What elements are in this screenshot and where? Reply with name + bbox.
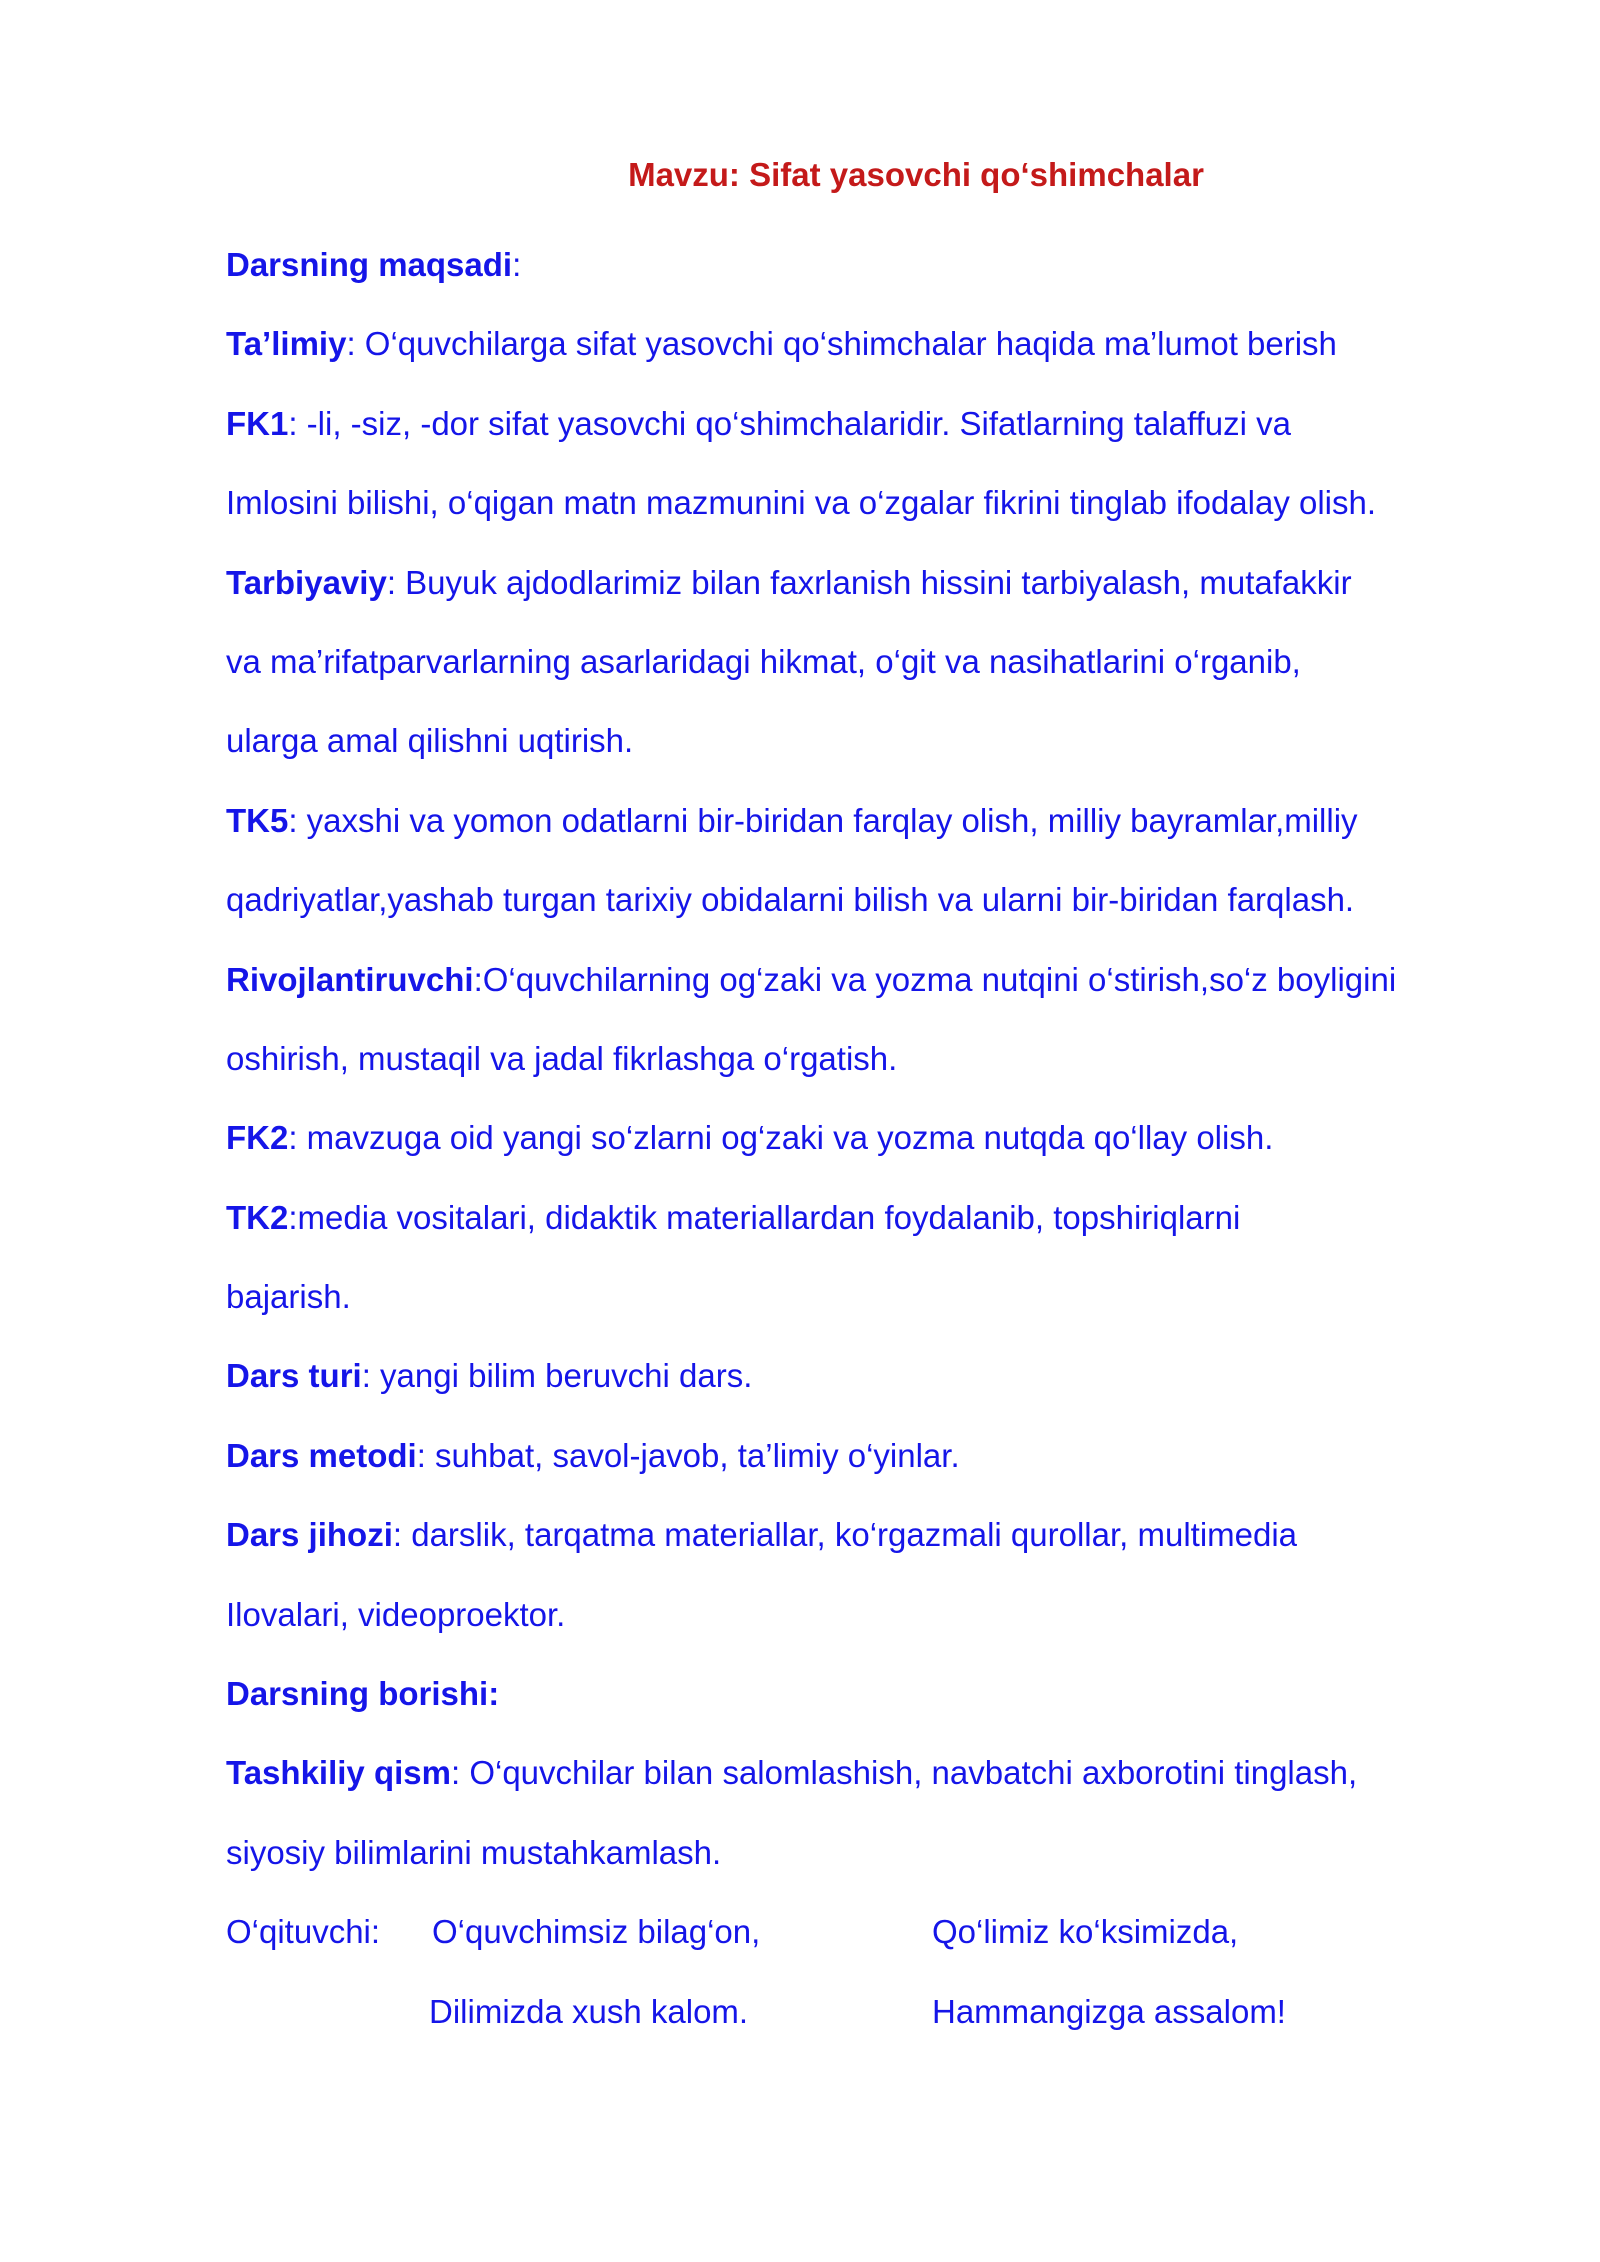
verse-row-1 [226,1892,1456,1971]
verse-row-2 [226,1972,1456,2051]
dars-turi-line [226,1336,1456,1415]
verse-speaker: O‘qituvchi: [226,1913,381,1951]
dars-metodi-label: Dars metodi [226,1436,417,1474]
tarbiyaviy-text-1: : Buyuk ajdodlarimiz bilan faxrlanish hissini tarbiyalash, mutafakkir [386,563,1352,601]
tashkiliy-line-2: siyosiy bilimlarini mustahkamlash. [226,1833,722,1871]
tashkiliy-label: Tashkiliy qism [226,1754,451,1792]
rivojlantiruvchi-line-2: oshirish, mustaqil va jadal fikrlashga o‘rgatish. [226,1039,898,1077]
tk2-line-1 [226,1178,1456,1257]
dars-jihozi-label: Dars jihozi [226,1516,393,1554]
goal-heading-suffix: : [512,246,522,283]
verse-row-2-col-1: Dilimizda xush kalom. [429,1992,749,2030]
tarbiyaviy-line-2: va ma’rifatparvarlarning asarlaridagi hikmat, o‘git va nasihatlarini o‘rganib, [226,642,1301,680]
tarbiyaviy-line-1 [226,543,1456,622]
dars-jihozi-text-1: : darslik, tarqatma materiallar, ko‘rgazmali qurollar, multimedia [392,1516,1298,1554]
document-page [226,145,1456,2051]
tk5-line-1 [226,781,1456,860]
fk2-label: FK2 [226,1119,289,1157]
dars-jihozi-line-2: Ilovalari, videoproektor. [226,1595,566,1633]
fk1-text-1: : -li, -siz, -dor sifat yasovchi qo‘shimchalaridir. Sifatlarning talaffuzi va [288,404,1291,442]
tashkiliy-line-1 [226,1733,1456,1812]
page-title: Mavzu: Sifat yasovchi qo‘shimchalar [628,156,1204,193]
tashkiliy-text-1: : O‘quvchilar bilan salomlashish, navbatchi axborotini tinglash, [450,1754,1358,1792]
borishi-heading: Darsning borishi: [226,1675,500,1713]
talimiy-line [226,304,1456,383]
talimiy-text: : O‘quvchilarga sifat yasovchi qo‘shimchalar haqida ma’lumot berish [346,325,1337,363]
talimiy-label: Ta’limiy [226,325,347,363]
tk5-line-2: qadriyatlar,yashab turgan tarixiy obidalarni bilish va ularni bir-biridan farqlash. [226,881,1355,919]
dars-metodi-line [226,1416,1456,1495]
tk2-line-2: bajarish. [226,1278,351,1316]
tk5-text-1: : yaxshi va yomon odatlarni bir-biridan farqlay olish, milliy bayramlar,milliy [288,801,1358,839]
fk1-line-1 [226,384,1456,463]
goal-heading-label: Darsning maqsadi [226,246,513,283]
tk2-text-1: :media vositalari, didaktik materiallardan foydalanib, topshiriqlarni [288,1198,1241,1236]
rivojlantiruvchi-label: Rivojlantiruvchi [226,960,474,998]
tk5-label: TK5 [226,801,289,839]
fk1-line-2: Imlosini bilishi, o‘qigan matn mazmunini va o‘zgalar fikrini tinglab ifodalay olish. [226,484,1377,522]
verse-row-1-col-1: O‘quvchimsiz bilag‘on, [432,1913,761,1951]
verse-row-2-col-2: Hammangizga assalom! [932,1992,1286,2030]
verse-row-1-col-2: Qo‘limiz ko‘ksimizda, [932,1913,1239,1951]
tk2-label: TK2 [226,1198,289,1236]
goal-heading [226,225,1456,304]
fk2-line [226,1098,1456,1177]
dars-turi-text: : yangi bilim beruvchi dars. [361,1357,753,1395]
tarbiyaviy-label: Tarbiyaviy [226,563,387,601]
rivojlantiruvchi-line-1 [226,940,1456,1019]
fk1-label: FK1 [226,404,289,442]
dars-metodi-text: : suhbat, savol-javob, ta’limiy o‘yinlar. [416,1436,960,1474]
tarbiyaviy-line-3: ularga amal qilishni uqtirish. [226,722,634,760]
dars-jihozi-line-1 [226,1495,1456,1574]
dars-turi-label: Dars turi [226,1357,362,1395]
rivojlantiruvchi-text-1: :O‘quvchilarning og‘zaki va yozma nutqini o‘stirish,so‘z boyligini [473,960,1397,998]
fk2-text: : mavzuga oid yangi so‘zlarni og‘zaki va yozma nutqda qo‘llay olish. [288,1119,1274,1157]
